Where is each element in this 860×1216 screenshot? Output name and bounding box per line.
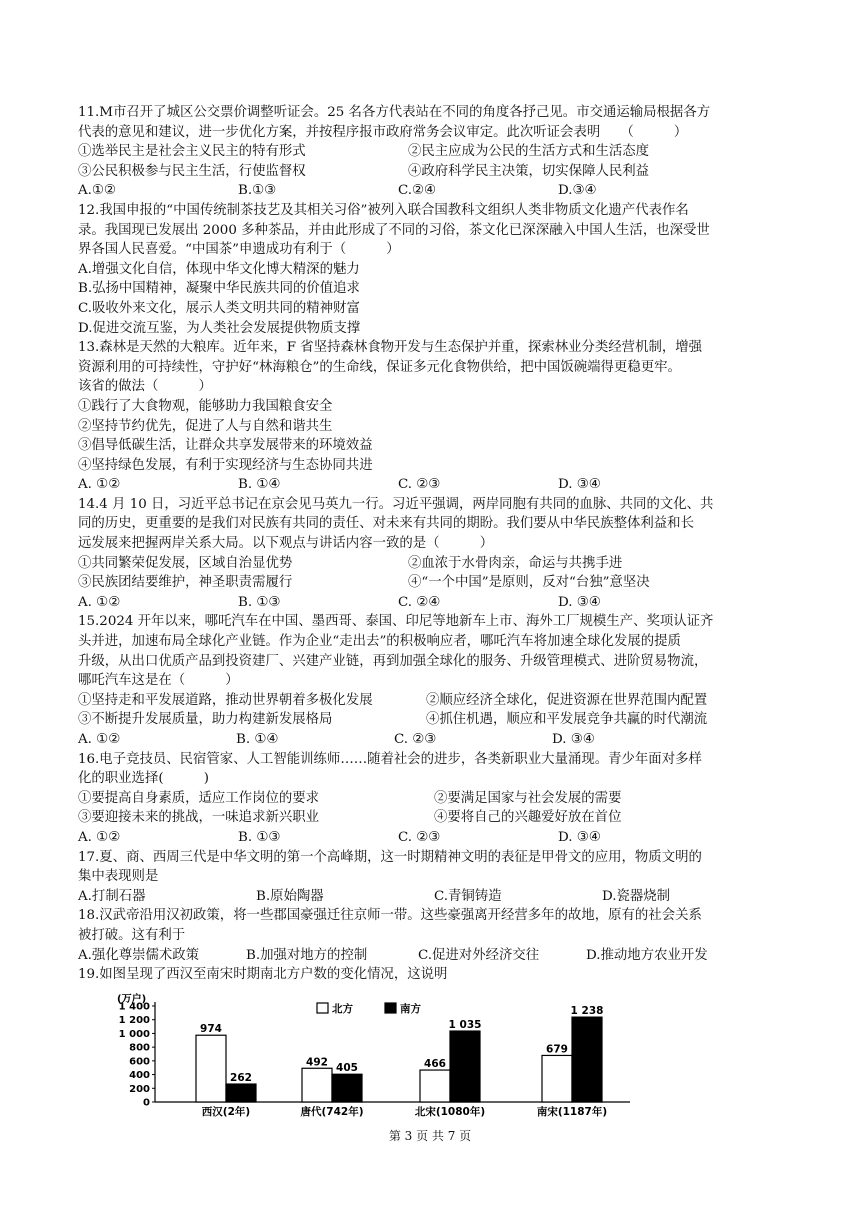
legend-label-south: 南方 [400, 1003, 421, 1015]
q18-stem-line-1: 18.汉武帝沿用汉初政策，将一些郡国豪强迁往京师一带。这些豪强离开经营多年的故地，原有的社会关系 [78, 908, 702, 924]
x-category-label: 西汉(2年) [201, 1106, 251, 1117]
q16-answers [78, 828, 790, 848]
page-footer: 第 3 页 共 7 页 [388, 1129, 472, 1143]
q12-answer-c: C.吸收外来文化，展示人类文明共同的精神财富 [78, 300, 360, 316]
q16-options-row-1 [78, 789, 790, 809]
question-page [78, 103, 790, 985]
q16-option-3: ③要迎接未来的挑战，一味追求新兴职业 [78, 810, 320, 826]
q11-answer-b: B.①③ [238, 183, 277, 199]
bar-south-2 [450, 1031, 480, 1102]
bar-north-1 [302, 1068, 332, 1102]
q15-option-1: ①坚持走和平发展道路，推动世界朝着多极化发展 [78, 692, 373, 708]
q17-answer-c: C.青铜铸造 [434, 888, 502, 904]
q14-answer-a: A. ①② [78, 594, 121, 610]
data-label-north-0: 974 [200, 1023, 222, 1036]
q17-answer-a: A.打制石器 [78, 888, 146, 904]
q15-answer-a: A. ①② [78, 732, 121, 747]
q16-option-1: ①要提高自身素质，适应工作岗位的要求 [78, 790, 320, 806]
q13-option-1: ①践行了大食物观，能够助力我国粮食安全 [78, 398, 333, 414]
q16-option-2: ②要满足国家与社会发展的需要 [434, 790, 622, 806]
legend-swatch-north [317, 1003, 328, 1013]
q13-answer-d: D. ③④ [558, 477, 601, 493]
q18-answer-c: C.促进对外经济交往 [418, 947, 540, 963]
q13-answer-c: C. ②③ [398, 477, 441, 493]
q15-options-row-1 [78, 691, 790, 711]
data-label-north-3: 679 [546, 1043, 568, 1056]
q14-stem-line-1: 14.4 月 10 日，习近平总书记在京会见马英九一行。习近平强调，两岸同胞有共同的血脉、共同的文化、共 [78, 496, 714, 512]
q15-option-4: ④抓住机遇，顺应和平发展竞争共赢的时代潮流 [426, 712, 708, 728]
q17-stem-line-1: 17.夏、商、西周三代是中华文明的第一个高峰期，这一时期精神文明的表征是甲骨文的应用，物质文明的 [78, 849, 702, 865]
q13-option-2: ②坚持节约优先，促进了人与自然和谐共生 [78, 418, 333, 434]
q15-stem-line-4: 哪吒汽车这是在（ ） [78, 673, 239, 689]
q15-option-2: ②顺应经济全球化，促进资源在世界范围内配置 [426, 692, 708, 708]
q18-answer-a: A.强化尊崇儒术政策 [78, 947, 200, 963]
q13-option-4: ④坚持绿色发展，有利于实现经济与生态协同共进 [78, 457, 373, 473]
q14-option-2: ②血浓于水骨肉亲，命运与共携手进 [408, 555, 623, 571]
q12-stem-line-2: 录。我国现已发展出 2000 多种茶品，并由此形成了不同的习俗，茶文化已深深融入中国人生活，也深受世 [78, 222, 710, 238]
q11-option-1: ①选举民主是社会主义民主的特有形式 [78, 144, 306, 160]
q12-stem-line-1: 12.我国申报的“中国传统制茶技艺及其相关习俗”被列入联合国教科文组织人类非物质文化遗产代表作名 [78, 202, 689, 218]
y-tick-label: 1 000 [118, 1028, 150, 1040]
y-axis-unit-label: (万户) [117, 994, 147, 1005]
q13-stem-line-1: 13.森林是天然的大粮库。近年来，F 省坚持森林食物开发与生态保护并重，探索林业分类经营机制，增强 [78, 340, 703, 356]
q15-options-row-2 [78, 710, 790, 730]
q11-answer-a: A.①② [78, 183, 116, 199]
legend-label-north: 北方 [332, 1003, 353, 1015]
q11-option-2: ②民主应成为公民的生活方式和生活态度 [408, 144, 650, 160]
q14-answer-b: B. ①③ [238, 594, 281, 610]
q15-stem-line-2: 头并进，加速布局全球化产业链。作为企业“走出去”的积极响应者，哪吒汽车将加速全球化发展的提质 [78, 634, 681, 650]
q18-answer-b: B.加强对地方的控制 [246, 947, 368, 963]
bar-north-3 [542, 1055, 572, 1102]
q15-answer-b: B. ①④ [236, 732, 279, 747]
x-category-label: 北宋(1080年) [414, 1106, 486, 1117]
q11-option-4: ④政府科学民主决策，切实保障人民利益 [408, 163, 650, 179]
x-category-label: 南宋(1187年) [536, 1106, 608, 1117]
q11-option-3: ③公民积极参与民主生活，行使监督权 [78, 163, 306, 179]
q15-answer-c: C. ②③ [394, 732, 437, 747]
q14-stem-line-2: 同的历史，更重要的是我们对民族有共同的责任、对未来有共同的期盼。我们要从中华民族整体利益和长 [78, 516, 694, 532]
y-tick-label: 0 [143, 1097, 150, 1109]
q14-stem-line-3: 远发展来把握两岸关系大局。以下观点与讲话内容一致的是（ ） [78, 536, 494, 552]
q11-options-row-1 [78, 142, 790, 162]
q12-answer-a: A.增强文化自信，体现中华文化博大精深的魅力 [78, 261, 360, 277]
q16-options-row-2 [78, 808, 790, 828]
q17-answer-b: B.原始陶器 [256, 888, 324, 904]
bar-north-0 [196, 1035, 226, 1102]
q13-stem-line-3: 该省的做法（ ） [78, 379, 212, 395]
q11-answer-d: D.③④ [558, 183, 597, 199]
q11-stem-line-2: 代表的意见和建议，进一步优化方案，并按程序报市政府常务会议审定。此次听证会表明 （ ） [78, 124, 688, 140]
q14-option-4: ④“一个中国”是原则，反对“台独”意坚决 [408, 575, 650, 591]
data-label-south-3: 1 238 [570, 1005, 604, 1018]
q15-answers [78, 730, 790, 750]
q15-stem-line-1: 15.2024 开年以来，哪吒汽车在中国、墨西哥、泰国、印尼等地新车上市、海外工厂规模生产、奖项认证齐 [78, 614, 714, 630]
q14-option-3: ③民族团结要维护，神圣职责需履行 [78, 575, 293, 591]
q18-answer-d: D.推动地方农业开发 [586, 947, 708, 963]
q13-option-3: ③倡导低碳生活，让群众共享发展带来的环境效益 [78, 438, 373, 454]
q16-stem-line-1: 16.电子竞技员、民宿管家、人工智能训练师……随着社会的进步，各类新职业大量涌现。青少年面对多样 [78, 751, 702, 767]
q11-answers [78, 181, 790, 201]
q18-answers [78, 946, 790, 966]
q17-answer-d: D.瓷器烧制 [602, 888, 671, 904]
q12-stem-line-3: 界各国人民喜爱。“中国茶”申遗成功有利于（ ） [78, 242, 400, 258]
q12-answer-b: B.弘扬中国精神，凝聚中华民族共同的价值追求 [78, 281, 360, 297]
q11-options-row-2 [78, 162, 790, 182]
q16-answer-a: A. ①② [78, 829, 121, 845]
q13-answer-a: A. ①② [78, 477, 121, 493]
q13-stem-line-2: 资源利用的可持续性，守护好“林海粮仓”的生命线，保证多元化食物供给，把中国饭碗端得更稳更牢。 [78, 359, 681, 375]
bar-south-1 [332, 1074, 362, 1102]
q14-options-row-2 [78, 573, 790, 593]
q16-option-4: ④要将自己的兴趣爱好放在首位 [434, 810, 622, 826]
q14-answer-c: C. ②④ [398, 594, 441, 610]
data-label-north-2: 466 [424, 1058, 446, 1071]
q11-answer-c: C.②④ [398, 183, 437, 199]
q15-stem-line-3: 升级，从出口优质产品到投资建厂、兴建产业链，再到加强全球化的服务、升级管理模式、进阶贸易物流， [78, 653, 708, 669]
q13-answers [78, 475, 790, 495]
y-tick-label: 600 [129, 1056, 150, 1068]
q15-answer-d: D. ③④ [552, 732, 595, 747]
q11-stem-line-1: 11.M市召开了城区公交票价调整听证会。25 名各方代表站在不同的角度各抒己见。市交通运输局根据各方 [78, 105, 711, 120]
y-tick-label: 1 400 [118, 1001, 150, 1013]
q16-answer-d: D. ③④ [558, 829, 601, 845]
data-label-south-2: 1 035 [448, 1019, 482, 1032]
q15-option-3: ③不断提升发展质量，助力构建新发展格局 [78, 712, 333, 728]
q14-option-1: ①共同繁荣促发展，区域自治显优势 [78, 555, 293, 571]
data-label-north-1: 492 [306, 1056, 328, 1069]
q13-answer-b: B. ①④ [238, 477, 281, 493]
legend-swatch-south [385, 1003, 396, 1013]
bar-north-2 [420, 1070, 450, 1102]
q16-answer-c: C. ②③ [398, 829, 441, 845]
q12-answer-d: D.促进交流互鉴，为人类社会发展提供物质支撑 [78, 320, 361, 336]
data-label-south-0: 262 [230, 1072, 252, 1085]
q18-stem-line-2: 被打破。这有利于 [78, 927, 186, 943]
q16-stem-line-2: 化的职业选择( ) [78, 771, 209, 787]
y-tick-label: 1 200 [118, 1015, 150, 1027]
bar-south-3 [572, 1017, 602, 1102]
q14-answers [78, 593, 790, 613]
q17-answers [78, 887, 790, 907]
y-tick-label: 200 [129, 1083, 150, 1095]
q14-answer-d: D. ③④ [558, 594, 601, 610]
x-category-label: 唐代(742年) [300, 1106, 364, 1117]
y-tick-label: 800 [129, 1042, 150, 1054]
q17-stem-line-2: 集中表现则是 [78, 869, 159, 885]
q19-stem-line-1: 19.如图呈现了西汉至南宋时期南北方户数的变化情况，这说明 [78, 967, 448, 983]
bar-south-0 [226, 1084, 256, 1102]
q14-options-row-1 [78, 554, 790, 574]
data-label-south-1: 405 [336, 1062, 358, 1075]
y-tick-label: 400 [129, 1070, 150, 1082]
q16-answer-b: B. ①③ [238, 829, 281, 845]
household-bar-chart [95, 992, 635, 1117]
